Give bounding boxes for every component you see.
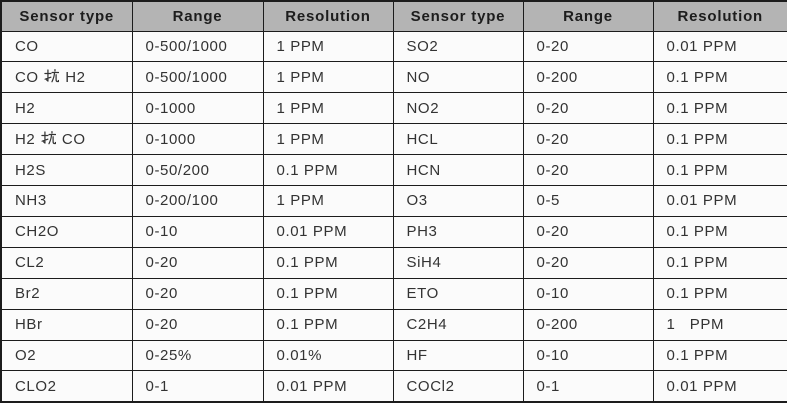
- table-cell: 0-20: [132, 247, 263, 278]
- table-cell: 0.1 PPM: [653, 278, 787, 309]
- table-cell: 0-20: [523, 247, 653, 278]
- table-cell: SiH4: [393, 247, 523, 278]
- table-cell: 0.1 PPM: [263, 278, 393, 309]
- table-cell: 0-500/1000: [132, 62, 263, 93]
- table-cell: HBr: [1, 309, 132, 340]
- table-cell: 0.01%: [263, 340, 393, 371]
- table-cell: 1 PPM: [653, 309, 787, 340]
- col-header-resolution-right: Resolution: [653, 1, 787, 31]
- table-cell: 0.1 PPM: [263, 247, 393, 278]
- table-row: [1, 340, 787, 371]
- table-cell: 0-50/200: [132, 155, 263, 186]
- table-cell: 0.1 PPM: [653, 340, 787, 371]
- table-cell: 0-10: [523, 278, 653, 309]
- table-body: [1, 31, 787, 402]
- table-cell: CL2: [1, 247, 132, 278]
- table-cell: CO: [1, 31, 132, 62]
- table-cell: 1 PPM: [263, 186, 393, 217]
- table-cell: PH3: [393, 216, 523, 247]
- table-cell: 0.01 PPM: [653, 31, 787, 62]
- table-cell: 0.01 PPM: [263, 216, 393, 247]
- table-cell: 0.01 PPM: [653, 371, 787, 402]
- table-row: [1, 278, 787, 309]
- table-cell: 0.01 PPM: [263, 371, 393, 402]
- table-cell: NO: [393, 62, 523, 93]
- table-cell: 0-20: [523, 124, 653, 155]
- table-cell: 0-20: [523, 31, 653, 62]
- table-cell: 0.1 PPM: [653, 93, 787, 124]
- table-cell: 0.1 PPM: [653, 155, 787, 186]
- table-cell: 0-1000: [132, 124, 263, 155]
- table-row: [1, 309, 787, 340]
- table-cell: 0-25%: [132, 340, 263, 371]
- table-cell: H2 CO: [1, 124, 132, 155]
- table-cell: 1 PPM: [263, 31, 393, 62]
- table-cell: ETO: [393, 278, 523, 309]
- table-cell: 0-10: [523, 340, 653, 371]
- table-cell: 0-20: [523, 216, 653, 247]
- col-header-resolution-left: Resolution: [263, 1, 393, 31]
- table-cell: 1 PPM: [263, 124, 393, 155]
- table-cell: 0-200: [523, 62, 653, 93]
- table-cell: CLO2: [1, 371, 132, 402]
- col-header-sensor-type-right: Sensor type: [393, 1, 523, 31]
- table-cell: 0-1000: [132, 93, 263, 124]
- table-cell: 0.1 PPM: [653, 247, 787, 278]
- table-cell: 0.1 PPM: [263, 155, 393, 186]
- table-cell: 0.01 PPM: [653, 186, 787, 217]
- kang-hanzi-glyph: [44, 69, 59, 84]
- table-cell: 0-200/100: [132, 186, 263, 217]
- table-row: [1, 216, 787, 247]
- kang-hanzi-glyph: [41, 131, 56, 146]
- table-cell: 0.1 PPM: [653, 124, 787, 155]
- table-row: [1, 371, 787, 402]
- table-cell: 0.1 PPM: [263, 309, 393, 340]
- table-cell: 1 PPM: [263, 93, 393, 124]
- table-cell: 0-20: [523, 155, 653, 186]
- table-cell: O2: [1, 340, 132, 371]
- col-header-range-right: Range: [523, 1, 653, 31]
- table-cell: 0.1 PPM: [653, 62, 787, 93]
- table-cell: HCN: [393, 155, 523, 186]
- table-cell: 0-1: [523, 371, 653, 402]
- table-cell: SO2: [393, 31, 523, 62]
- table-row: [1, 62, 787, 93]
- table-row: [1, 31, 787, 62]
- table-cell: 0-10: [132, 216, 263, 247]
- col-header-sensor-type-left: Sensor type: [1, 1, 132, 31]
- table-cell: 0-500/1000: [132, 31, 263, 62]
- table-cell: 0-200: [523, 309, 653, 340]
- table-cell: HCL: [393, 124, 523, 155]
- table-cell: 0-1: [132, 371, 263, 402]
- table-cell: Br2: [1, 278, 132, 309]
- table-cell: CH2O: [1, 216, 132, 247]
- table-cell: H2: [1, 93, 132, 124]
- col-header-range-left: Range: [132, 1, 263, 31]
- table-cell: 0-5: [523, 186, 653, 217]
- header-row: [1, 1, 787, 31]
- table-cell: H2S: [1, 155, 132, 186]
- table-cell: NO2: [393, 93, 523, 124]
- table-cell: COCl2: [393, 371, 523, 402]
- table-cell: O3: [393, 186, 523, 217]
- table-cell: HF: [393, 340, 523, 371]
- table-cell: 0-20: [132, 278, 263, 309]
- table-row: [1, 93, 787, 124]
- table-row: [1, 124, 787, 155]
- table-row: [1, 247, 787, 278]
- table-cell: 0-20: [132, 309, 263, 340]
- table-cell: 0-20: [523, 93, 653, 124]
- table-cell: NH3: [1, 186, 132, 217]
- table-cell: CO H2: [1, 62, 132, 93]
- table-cell: 0.1 PPM: [653, 216, 787, 247]
- table-cell: 1 PPM: [263, 62, 393, 93]
- table-row: [1, 186, 787, 217]
- table-cell: C2H4: [393, 309, 523, 340]
- table-row: [1, 155, 787, 186]
